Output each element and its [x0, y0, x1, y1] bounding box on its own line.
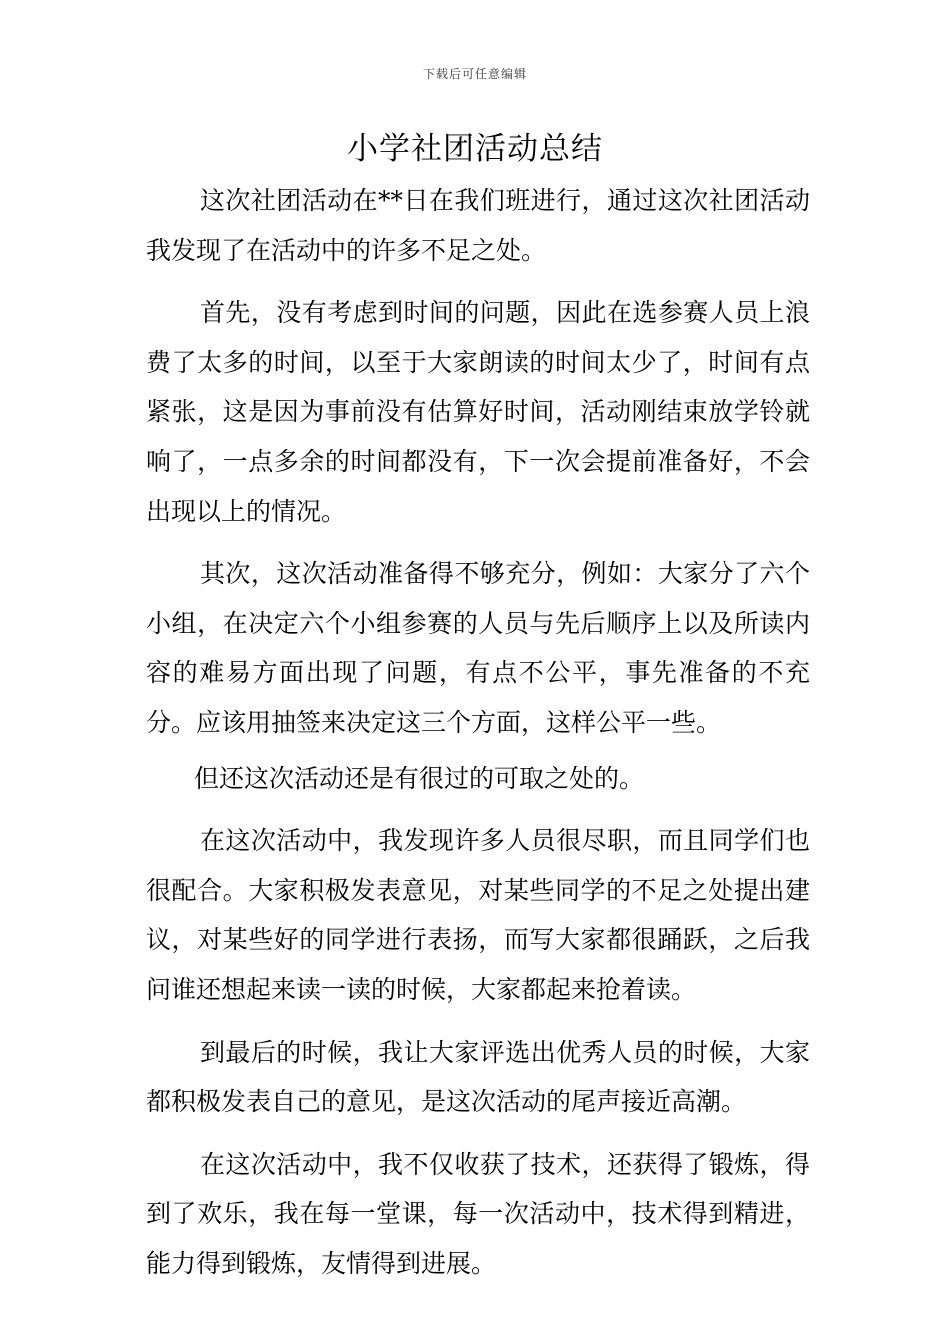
paragraph-2: 首先，没有考虑到时间的问题，因此在选参赛人员上浪费了太多的时间，以至于大家朗读的时间太少了，时间有点紧张，这是因为事前没有估算好时间，活动刚结束放学铃就响了，一点多余的时间都没有，下一次会提前准备好，不会出现以上的情况。: [146, 298, 810, 526]
paragraph-5: 在这次活动中，我发现许多人员很尽职，而且同学们也很配合。大家积极发表意见，对某些同学的不足之处提出建议，对某些好的同学进行表扬，而写大家都很踊跃，之后我问谁还想起来读一读的时候，大家都起来抢着读。: [146, 826, 810, 1004]
paragraph-3: 其次，这次活动准备得不够充分，例如：大家分了六个小组，在决定六个小组参赛的人员与先后顺序上以及所读内容的难易方面出现了问题，有点不公平，事先准备的不充分。应该用抽签来决定这三个方面，这样公平一些。: [146, 559, 810, 737]
paragraph-6: 到最后的时候，我让大家评选出优秀人员的时候，大家都积极发表自己的意见，是这次活动的尾声接近高潮。: [146, 1037, 810, 1117]
paragraph-4: 但还这次活动还是有很过的可取之处的。: [194, 763, 645, 793]
document-title: 小学社团活动总结: [347, 131, 603, 167]
paragraph-1: 这次社团活动在**日在我们班进行，通过这次社团活动我发现了在活动中的许多不足之处。: [146, 186, 810, 265]
header-note: 下载后可任意编辑: [422, 67, 527, 81]
paragraph-7: 在这次活动中，我不仅收获了技术，还获得了锻炼，得到了欢乐，我在每一堂课，每一次活动中，技术得到精进，能力得到锻炼，友情得到进展。: [146, 1149, 810, 1278]
document-body: [146, 176, 810, 1288]
